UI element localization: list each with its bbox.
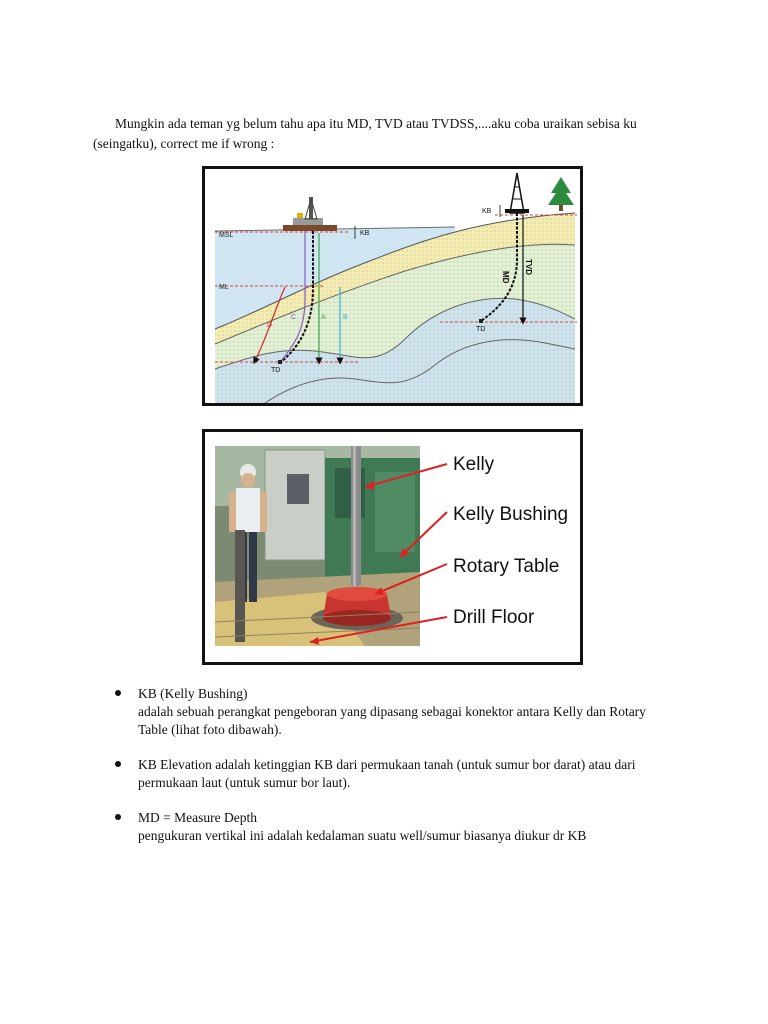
list-item-kb-elevation [113, 756, 673, 792]
bullet-icon [115, 690, 121, 696]
ml-label: ML [219, 284, 229, 291]
tvd-label: TVD [524, 259, 533, 275]
intro-paragraph: Mungkin ada teman yg belum tahu apa itu MD, TVD atau TVDSS,....aku coba uraikan sebisa ku (seingatku), correct me if wrong : [93, 116, 637, 151]
list-item-title: MD = Measure Depth [138, 810, 257, 825]
list-item-title: KB (Kelly Bushing) [138, 686, 248, 701]
list-item-body: pengukuran vertikal ini adalah kedalaman suatu well/sumur biasanya diukur dr KB [138, 828, 587, 843]
definition-list [113, 685, 673, 862]
md-label: MD [501, 271, 510, 284]
b-label: B [343, 314, 348, 321]
kelly-bushing-photo-figure [202, 429, 583, 665]
callout-kelly: Kelly [453, 454, 495, 475]
list-item-title: KB Elevation adalah ketinggian KB dari permukaan tanah (untuk sumur bor darat) atau dari permukaan laut (untuk sumur bor laut). [138, 757, 636, 790]
callout-rotary-table: Rotary Table [453, 556, 560, 577]
drill-floor-photo [215, 446, 420, 646]
list-item-kb [113, 685, 673, 739]
td-land-label: TD [476, 326, 486, 333]
callout-drill-floor: Drill Floor [453, 607, 535, 628]
bullet-icon [115, 761, 121, 767]
msl-label: MSL [219, 232, 234, 239]
td-offshore-label: TD [271, 367, 281, 374]
d-label: D [267, 322, 273, 329]
well-depth-diagram [202, 166, 583, 406]
list-item-md [113, 809, 673, 845]
a-label: A [321, 314, 326, 321]
bullet-icon [115, 814, 121, 820]
list-item-body: adalah sebuah perangkat pengeboran yang dipasang sebagai konektor antara Kelly dan Rotary Table (lihat foto dibawah). [138, 704, 646, 737]
kb-offshore-label: KB [360, 230, 370, 237]
callout-kelly-bushing: Kelly Bushing [453, 504, 569, 525]
c-label: C [291, 314, 297, 321]
kb-land-label: KB [482, 208, 492, 215]
